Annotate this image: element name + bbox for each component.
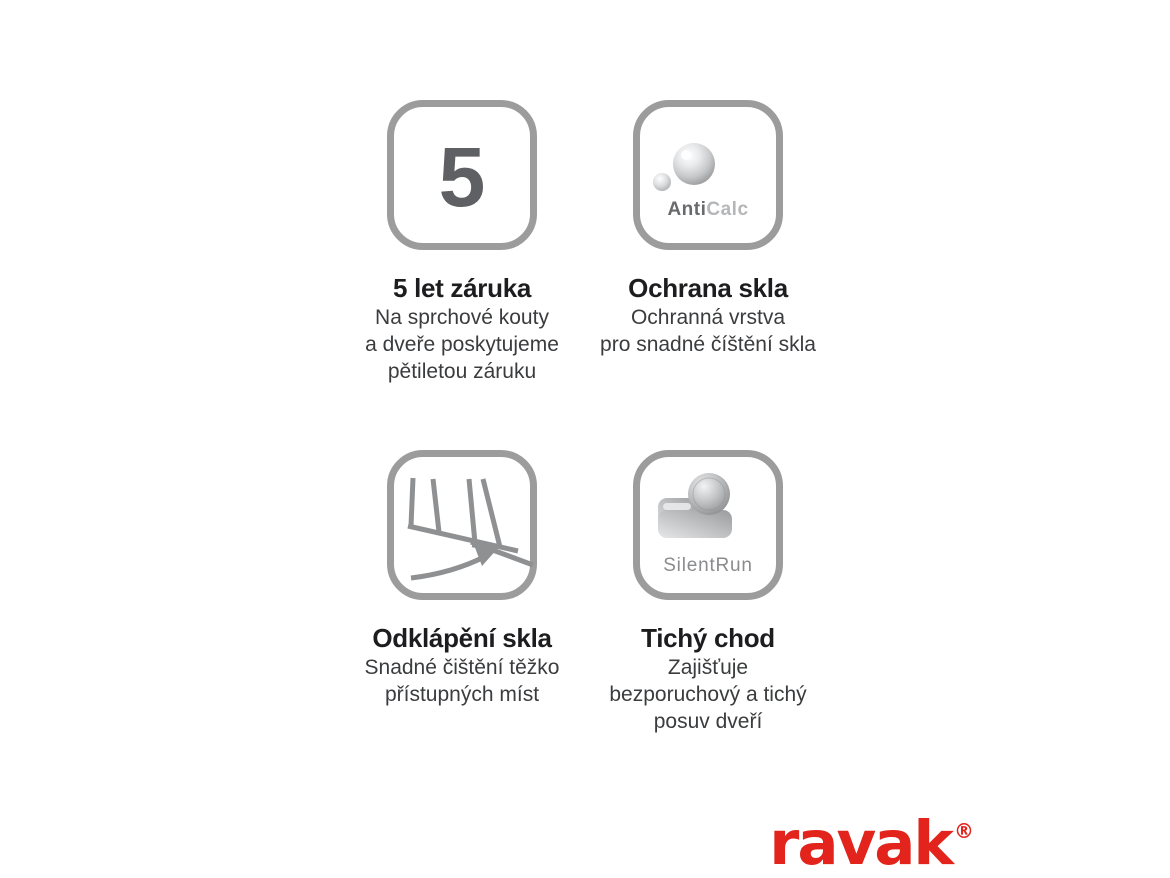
- registered-trademark-icon: ®: [954, 819, 974, 843]
- feature-description-line: přístupných míst: [384, 683, 540, 706]
- feature-title: Tichý chod: [641, 623, 775, 653]
- feature-description-line: Zajišťuje: [667, 656, 749, 679]
- bubbles-graphic: [633, 100, 783, 250]
- five-digit: 5: [438, 129, 486, 224]
- feature-title: Ochrana skla: [628, 273, 788, 303]
- feature-description-line: pro snadné číštění skla: [600, 333, 816, 356]
- tilting-glass-graphic: [387, 450, 537, 600]
- silentrun-wordmark: SilentRun: [663, 555, 753, 576]
- tilting-glass-arrow-icon: [387, 450, 537, 600]
- feature-description-line: Snadné čištění těžko: [364, 656, 560, 679]
- five-years-badge-icon: [387, 100, 537, 250]
- feature-description: [342, 304, 582, 385]
- roller-graphic: [633, 450, 783, 600]
- anticalc-word-anti: Anti: [667, 199, 707, 220]
- feature-description-line: Ochranná vrstva: [630, 306, 786, 329]
- feature-description: [588, 654, 828, 735]
- feature-title: 5 let záruka: [392, 273, 532, 303]
- ravak-logo: [769, 802, 974, 878]
- anticalc-bubbles-icon: [633, 100, 783, 250]
- feature-card-tilting-glass: [342, 450, 582, 708]
- anticalc-word-calc: Calc: [706, 199, 749, 220]
- feature-description: [342, 654, 582, 708]
- ravak-logo-text: ravak: [769, 808, 952, 878]
- feature-description-line: pětiletou záruku: [387, 360, 537, 383]
- feature-description-line: Na sprchové kouty: [375, 306, 549, 329]
- feature-card-anticalc: [588, 100, 828, 358]
- silentrun-roller-icon: [633, 450, 783, 600]
- feature-card-warranty: [342, 100, 582, 385]
- anticalc-wordmark: [633, 199, 783, 221]
- feature-description-line: posuv dveří: [653, 710, 763, 733]
- feature-card-silentrun: [588, 450, 828, 735]
- feature-description: [588, 304, 828, 358]
- feature-title: Odklápění skla: [372, 623, 552, 653]
- feature-description-line: bezporuchový a tichý: [609, 683, 807, 706]
- feature-description-line: a dveře poskytujeme: [365, 333, 559, 356]
